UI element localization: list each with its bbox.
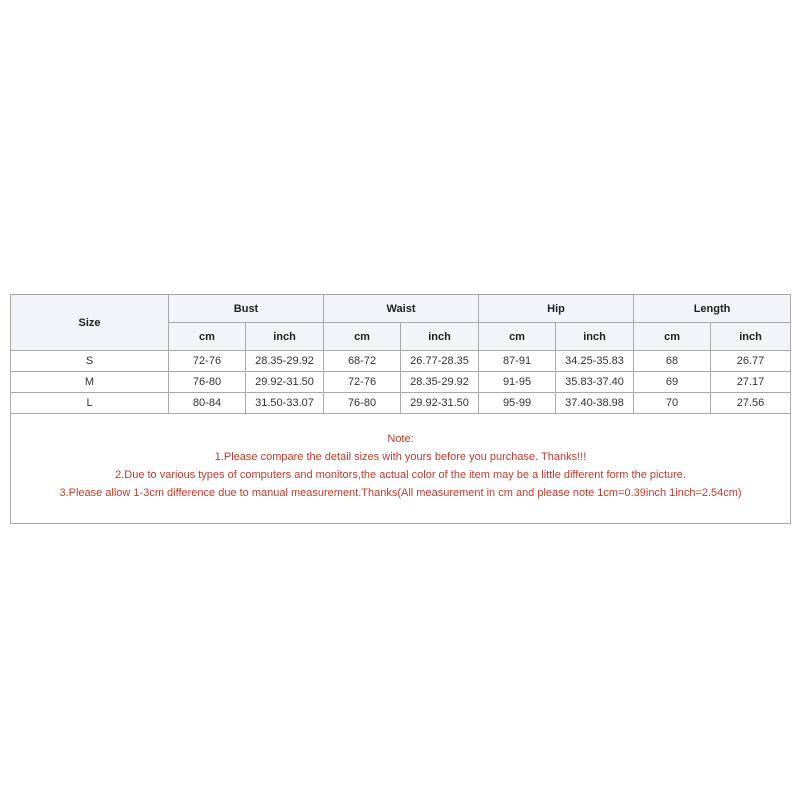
table-cell: 87-91 xyxy=(479,351,556,372)
table-cell: 95-99 xyxy=(479,393,556,414)
note-line: 1.Please compare the detail sizes with yours before you purchase. Thanks!!! xyxy=(214,451,587,463)
waist-header: Waist xyxy=(324,295,479,323)
table-cell: 68 xyxy=(634,351,711,372)
table-cell: 34.25-35.83 xyxy=(556,351,634,372)
table-cell: 91-95 xyxy=(479,372,556,393)
table-cell: 31.50-33.07 xyxy=(246,393,324,414)
bust-header: Bust xyxy=(169,295,324,323)
table-cell: 72-76 xyxy=(169,351,246,372)
note-line: 3.Please allow 1-3cm difference due to manual measurement.Thanks(All measurement in cm and please note 1cm=0.39inch 1inch=2.54cm) xyxy=(59,487,742,499)
table-cell: 28.35-29.92 xyxy=(246,351,324,372)
length-header: Length xyxy=(634,295,791,323)
table-cell: 29.92-31.50 xyxy=(246,372,324,393)
table-cell: 37.40-38.98 xyxy=(556,393,634,414)
size-cell: M xyxy=(11,372,169,393)
header-row-groups xyxy=(11,295,791,323)
unit-header: inch xyxy=(556,323,634,351)
unit-header: cm xyxy=(169,323,246,351)
table-cell: 28.35-29.92 xyxy=(401,372,479,393)
unit-header: inch xyxy=(711,323,791,351)
table-row xyxy=(11,393,791,414)
table-cell: 26.77 xyxy=(711,351,791,372)
table-cell: 80-84 xyxy=(169,393,246,414)
size-cell: L xyxy=(11,393,169,414)
unit-header: inch xyxy=(246,323,324,351)
table-cell: 76-80 xyxy=(324,393,401,414)
size-cell: S xyxy=(11,351,169,372)
table-row xyxy=(11,372,791,393)
size-header: Size xyxy=(11,295,169,351)
unit-header: cm xyxy=(479,323,556,351)
table-cell: 29.92-31.50 xyxy=(401,393,479,414)
table-cell: 70 xyxy=(634,393,711,414)
table-cell: 69 xyxy=(634,372,711,393)
hip-header: Hip xyxy=(479,295,634,323)
size-chart-table xyxy=(10,294,791,524)
note-line: 2.Due to various types of computers and monitors,the actual color of the item may be a little different form the picture. xyxy=(115,469,686,481)
table-cell: 27.17 xyxy=(711,372,791,393)
unit-header: cm xyxy=(324,323,401,351)
notes-cell xyxy=(11,414,791,524)
table-cell: 35.83-37.40 xyxy=(556,372,634,393)
table-cell: 27.56 xyxy=(711,393,791,414)
unit-header: cm xyxy=(634,323,711,351)
table-cell: 76-80 xyxy=(169,372,246,393)
table-cell: 68-72 xyxy=(324,351,401,372)
table-cell: 26.77-28.35 xyxy=(401,351,479,372)
note-title: Note: xyxy=(387,433,414,445)
table-row xyxy=(11,351,791,372)
notes-row xyxy=(11,414,791,524)
table-cell: 72-76 xyxy=(324,372,401,393)
unit-header: inch xyxy=(401,323,479,351)
